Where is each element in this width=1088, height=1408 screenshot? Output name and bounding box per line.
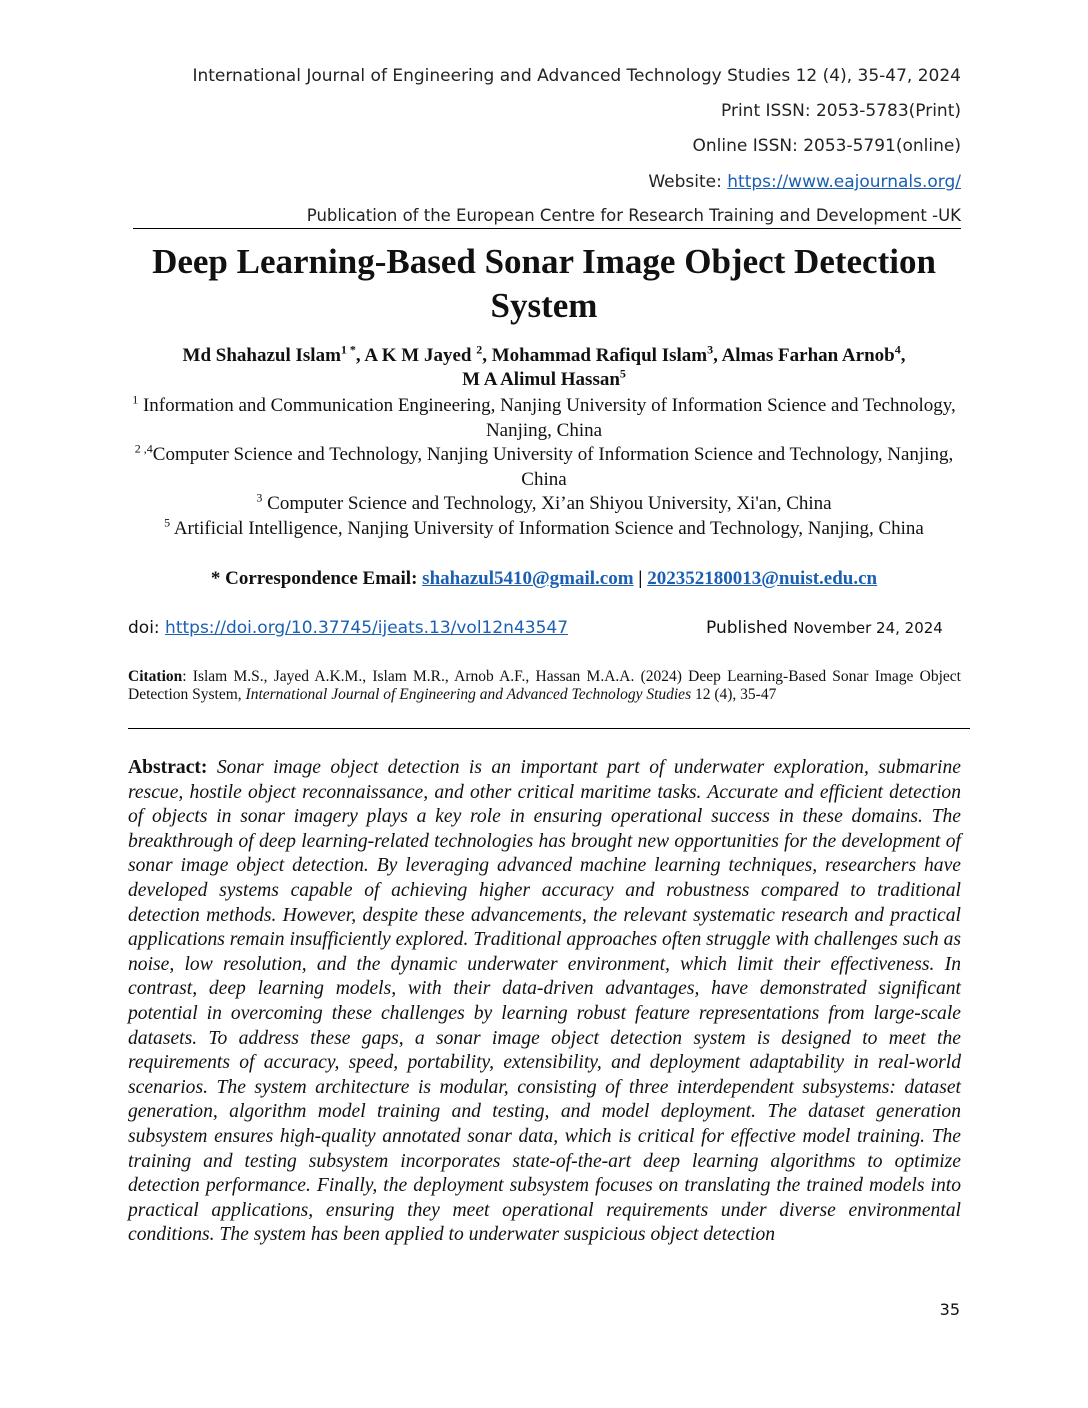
affiliation: [128, 517, 960, 542]
author-sup: 5: [619, 366, 626, 381]
affiliation-sup: 2 ,4: [134, 441, 153, 456]
doi-label: doi:: [128, 618, 166, 638]
published-line: [706, 618, 943, 638]
author-sep: ,: [713, 345, 722, 366]
print-issn: Print ISSN: 2053-5783(Print): [721, 101, 961, 121]
correspondence-label: * Correspondence Email:: [210, 568, 423, 589]
author-sup: 4: [894, 342, 901, 357]
email-separator: |: [633, 568, 648, 589]
author-name: Md Shahazul Islam: [182, 345, 341, 366]
affiliation-sup: 3: [256, 490, 263, 505]
author-name: A K M Jayed: [364, 345, 477, 366]
website-label: Website:: [648, 172, 728, 192]
abstract-block: [128, 756, 961, 1248]
doi-line: [128, 618, 568, 638]
publisher-line: Publication of the European Centre for Research Training and Development -UK: [306, 206, 961, 225]
affiliation: [128, 443, 960, 492]
email-link-1[interactable]: shahazul5410@gmail.com: [422, 568, 634, 589]
abstract-label: Abstract:: [128, 757, 208, 778]
published-label: Published: [706, 618, 794, 638]
journal-line: International Journal of Engineering and Advanced Technology Studies 12 (4), 35-47, 2024: [192, 66, 961, 86]
author-list: [128, 344, 960, 392]
affiliation-list: [128, 394, 960, 541]
published-date: November 24, 2024: [793, 619, 943, 637]
header-rule: [133, 228, 961, 229]
citation-rule: [128, 728, 970, 729]
online-issn: Online ISSN: 2053-5791(online): [692, 136, 961, 156]
page-number: 35: [939, 1300, 960, 1319]
abstract-body: Sonar image object detection is an important part of underwater exploration, submarine rescue, hostile object reconnaissance, and other critical maritime tasks. Accurate and efficient detection of objects in sonar imagery plays a key role in ensuring operational success in these domains. The breakthrough of deep learning-related technologies has brought new opportunities for the development of sonar image object detection. By leveraging advanced machine learning techniques, researchers have developed systems capable of achieving higher accuracy and robustness compared to traditional detection methods. However, despite these advancements, the relevant systematic research and practical applications remain insufficiently explored. Traditional approaches often struggle with challenges such as noise, low resolution, and the dynamic underwater environment, which limit their effectiveness. In contrast, deep learning models, with their data-driven advantages, have demonstrated significant potential in overcoming these challenges by learning robust feature representations from large-scale datasets. To address these gaps, a sonar image object detection system is designed to meet the requirements of accuracy, speed, portability, extensibility, and deployment adaptability in real-world scenarios. The system architecture is modular, consisting of three interdependent subsystems: dataset generation, algorithm model training and testing, and model deployment. The dataset generation subsystem ensures high-quality annotated sonar data, which is critical for effective model training. The training and testing subsystem incorporates state-of-the-art deep learning algorithms to optimize detection performance. Finally, the deployment subsystem focuses on translating the trained models into practical applications, ensuring they meet operational requirements under diverse environmental conditions. The system has been applied to underwater suspicious object detection: [128, 757, 961, 1246]
citation-journal: International Journal of Engineering and Advanced Technology Studies: [245, 686, 692, 703]
website-link[interactable]: https://www.eajournals.org/: [727, 172, 961, 192]
author-sep: ,: [482, 345, 492, 366]
citation-text: : Islam M.S., Jayed A.K.M., Islam M.R., Arnob A.F., Hassan M.A.A. (2024) Deep Learning-Based Sonar Image Object Detection System,: [128, 668, 961, 703]
affiliation-sup: 5: [164, 515, 171, 530]
citation-block: [128, 668, 961, 704]
affiliation-sup: 1: [132, 392, 139, 407]
affiliation-text: Artificial Intelligence, Nanjing University of Information Science and Technology, Nanjing, China: [170, 517, 924, 539]
affiliation-text: Information and Communication Engineering, Nanjing University of Information Science and Technology, Nanjing, China: [138, 395, 956, 441]
author-sup: 3: [707, 342, 714, 357]
author-name: Mohammad Rafiqul Islam: [491, 345, 708, 366]
website-line: [648, 172, 961, 192]
affiliation-text: Computer Science and Technology, Nanjing University of Information Science and Technology, Nanjing, China: [152, 444, 954, 490]
affiliation: [128, 394, 960, 443]
affiliation: [128, 492, 960, 517]
paper-title: Deep Learning-Based Sonar Image Object Detection System: [152, 242, 936, 325]
author-name: Almas Farhan Arnob: [721, 345, 895, 366]
author-sup: 2: [476, 342, 483, 357]
affiliation-text: Computer Science and Technology, Xi’an Shiyou University, Xi'an, China: [262, 493, 832, 514]
correspondence-line: [128, 568, 960, 590]
citation-label: Citation: [128, 668, 183, 685]
author-sup: 1 *: [340, 342, 356, 357]
citation-volume: 12 (4), 35-47: [691, 686, 777, 703]
email-link-2[interactable]: 202352180013@nuist.edu.cn: [647, 568, 878, 589]
doi-link[interactable]: https://doi.org/10.37745/ijeats.13/vol12n43547: [165, 618, 569, 638]
author-sep: ,: [355, 345, 365, 366]
author-sep: ,: [900, 345, 906, 366]
author-name: M A Alimul Hassan: [462, 369, 620, 390]
